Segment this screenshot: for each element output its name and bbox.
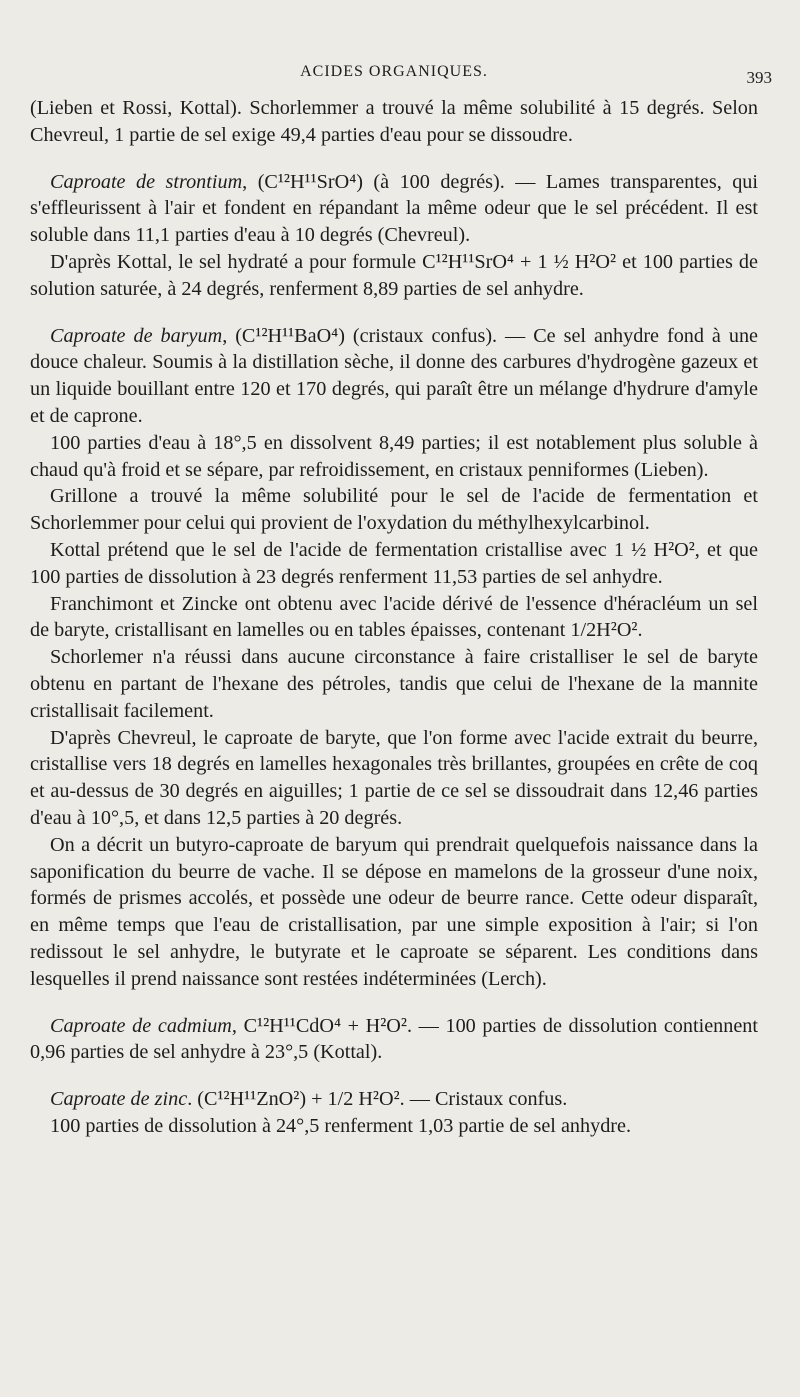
page-header (30, 0, 772, 95)
paragraph-franchimont-zincke: Franchimont et Zincke ont obtenu avec l'acide dérivé de l'essence d'héracléum un sel de baryte, cristallisant en lamelles ou en tables épaisses, contenant 1/2H²O². (30, 592, 758, 642)
section-heading: Caproate de cadmium (50, 1014, 232, 1037)
paragraph-butyro-caproate: On a décrit un butyro-caproate de baryum qui prendrait quelquefois naissance dans la saponification du beurre de vache. Il se dépose en mamelons de la grosseur d'une noix, formés de prismes accolés, et possède une odeur de beurre rance. Cette odeur disparaît, en même temps que l'eau de cristallisation, par une simple exposition à l'air; si l'on redissout le sel anhydre, le butyrate et le caproate se séparent. Les conditions dans lesquelles il prend naissance sont restées indéterminées (Lerch). (30, 833, 758, 990)
paragraph-caproate-cadmium: Caproate de cadmium, C¹²H¹¹CdO⁴ + H²O². — 100 parties de dissolution contiennent 0,96 parties de sel anhydre à 23°,5 (Kottal). (30, 1014, 758, 1064)
paragraph-caproate-zinc: Caproate de zinc. (C¹²H¹¹ZnO²) + 1/2 H²O². — Cristaux confus. (50, 1088, 568, 1111)
paragraph-chevreul-baryte: D'après Chevreul, le caproate de baryte, que l'on forme avec l'acide extrait du beurre, cristallise vers 18 degrés en lamelles hexagonales très brillantes, groupées en crête de coq et au-dessus de 30 degrés en aiguilles; 1 partie de ce sel se dissoudrait dans 12,46 parties d'eau à 10°,5, et dans 12,5 parties à 20 degrés. (30, 726, 758, 829)
paragraph-lieben-rossi: (Lieben et Rossi, Kottal). Schorlemmer a trouvé la même solubilité à 15 degrés. Selon Chevreul, 1 partie de sel exige 49,4 parties d'eau pour se dissoudre. (30, 97, 758, 146)
paragraph-grillone: Grillone a trouvé la même solubilité pour le sel de l'acide de fermentation et Schorlemmer pour celui qui provient de l'oxydation du méthylhexylcarbinol. (30, 485, 758, 535)
section-heading: Caproate de baryum (50, 324, 223, 347)
running-title: ACIDES ORGANIQUES. (300, 63, 488, 80)
paragraph-caproate-baryum: Caproate de baryum, (C¹²H¹¹BaO⁴) (cristaux confus). — Ce sel anhydre fond à une douce chaleur. Soumis à la distillation sèche, il donne des carbures d'hydrogène gazeux et un liquide bouillant entre 120 et 170 degrés, qui paraît être un mélange d'hydrure d'amyle et de caprone. (30, 324, 759, 427)
paragraph-kottal-fermentation: Kottal prétend que le sel de l'acide de fermentation cristallise avec 1 ½ H²O², et que 100 parties de dissolution à 23 degrés renferment 11,53 parties de sel anhydre. (30, 538, 758, 588)
paragraph-zinc-solubility: 100 parties de dissolution à 24°,5 renferment 1,03 partie de sel anhydre. (50, 1114, 632, 1137)
paragraph-baryum-solubility: 100 parties d'eau à 18°,5 en dissolvent 8,49 parties; il est notablement plus soluble à chaud qu'à froid et se sépare, par refroidissement, en cristaux penniformes (Lieben). (30, 431, 758, 481)
paragraph-caproate-strontium: Caproate de strontium, (C¹²H¹¹SrO⁴) (à 100 degrés). — Lames transparentes, qui s'effleurissent à l'air et fondent en répandant la même odeur que le sel précédent. Il est soluble dans 11,1 parties d'eau à 10 degrés (Chevreul). (30, 170, 759, 247)
page-number: 393 (746, 68, 772, 87)
section-heading: Caproate de strontium (50, 170, 243, 193)
body-text (30, 95, 758, 1140)
paragraph-schorlemer-hexane: Schorlemer n'a réussi dans aucune circonstance à faire cristalliser le sel de baryte obtenu en partant de l'hexane des pétroles, tandis que celui de l'hexane de la mannite cristallisait facilement. (30, 646, 758, 722)
section-heading: Caproate de zinc (50, 1088, 188, 1111)
paragraph-kottal-strontium: D'après Kottal, le sel hydraté a pour formule C¹²H¹¹SrO⁴ + 1 ½ H²O² et 100 parties de solution saturée, à 24 degrés, renferment 8,89 parties de sel anhydre. (30, 250, 758, 300)
